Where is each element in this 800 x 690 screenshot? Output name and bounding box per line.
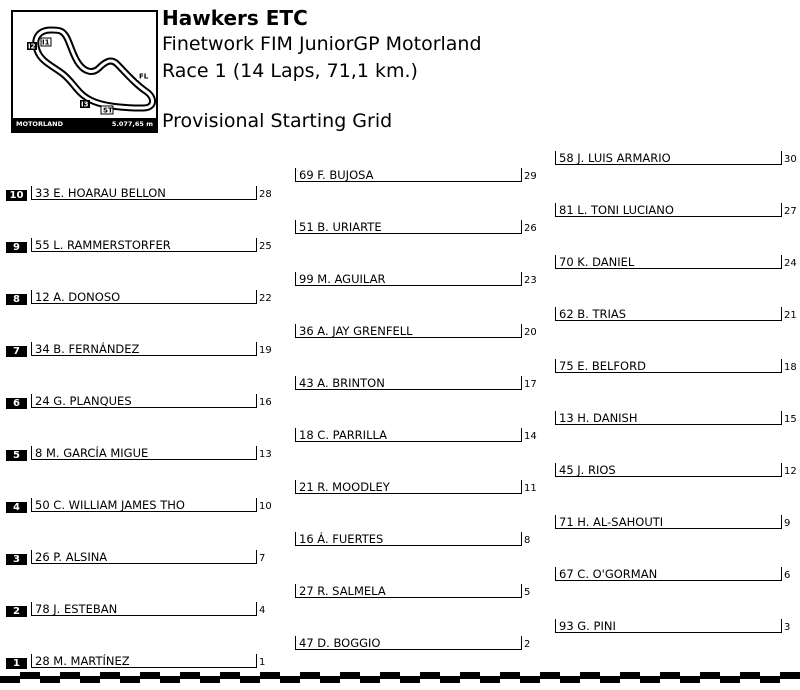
grid-entry [295,220,540,234]
rider-name: 45 J. RIOS [559,463,616,477]
rider-name: 34 B. FERNÁNDEZ [35,342,140,356]
rider-name: 50 C. WILLIAM JAMES THO [35,498,185,512]
grid-slot-number: 17 [524,379,537,390]
marker-i3: I3 [81,100,89,109]
grid-entry [555,463,800,477]
grid-entry [555,307,800,321]
grid-entry [555,411,800,425]
grid-entry [6,342,272,357]
rider-bar [31,186,257,200]
slot-tick [521,636,522,649]
grid-slot-number: 11 [524,483,537,494]
rider-name: 69 F. BUJOSA [299,168,374,182]
finish-line [0,668,800,690]
event-name: Finetwork FIM JuniorGP Motorland [162,33,482,55]
grid-position-badge: 6 [6,398,27,409]
rider-name: 28 M. MARTÍNEZ [35,654,130,668]
grid-slot-number: 14 [524,431,537,442]
grid-slot-number: 15 [784,414,797,425]
slot-tick [781,619,782,632]
rider-bar [31,394,257,408]
rider-name: 33 E. HOARAU BELLON [35,186,166,200]
track-map [11,10,158,133]
grid-entry [295,636,540,650]
rider-bar [295,480,522,494]
rider-bar [555,203,782,217]
rider-bar [31,446,257,460]
rider-name: 70 K. DANIEL [559,255,635,269]
grid-position-badge: 3 [6,554,27,565]
grid-slot-number: 29 [524,171,537,182]
grid-entry [555,359,800,373]
rider-bar [295,376,522,390]
grid-entry [555,203,800,217]
rider-bar [555,463,782,477]
rider-bar [295,636,522,650]
slot-tick [521,376,522,389]
grid-slot-number: 2 [524,639,531,650]
grid-entry [295,480,540,494]
slot-tick [521,324,522,337]
rider-name: 26 P. ALSINA [35,550,108,564]
slot-tick [781,255,782,268]
grid-slot-number: 7 [259,553,266,564]
rider-bar [295,428,522,442]
rider-name: 75 E. BELFORD [559,359,646,373]
grid-slot-number: 22 [259,293,272,304]
document-title: Provisional Starting Grid [162,110,393,132]
slot-tick [256,550,257,563]
map-footer [13,118,156,131]
grid-position-badge: 8 [6,294,27,305]
rider-name: 47 D. BOGGIO [299,636,381,650]
track-outline-icon [13,12,156,118]
rider-bar [555,411,782,425]
rider-bar [295,584,522,598]
slot-tick [256,290,257,303]
rider-name: 58 J. LUIS ARMARIO [559,151,671,165]
rider-name: 55 L. RAMMERSTORFER [35,238,171,252]
rider-bar [295,324,522,338]
slot-tick [781,151,782,164]
slot-tick [521,428,522,441]
rider-bar [555,619,782,633]
grid-slot-number: 20 [524,327,537,338]
grid-entry [295,376,540,390]
grid-slot-number: 30 [784,154,797,165]
slot-tick [781,359,782,372]
grid-entry [555,151,800,165]
grid-entry [555,567,800,581]
grid-position-badge: 1 [6,658,27,669]
slot-tick [521,480,522,493]
grid-entry [6,290,272,305]
grid-slot-number: 10 [259,501,272,512]
grid-slot-number: 5 [524,587,531,598]
grid-entry [6,498,272,513]
rider-name: 12 A. DONOSO [35,290,121,304]
rider-name: 81 L. TONI LUCIANO [559,203,674,217]
grid-entry [555,515,800,529]
marker-i1: I1 [42,38,50,47]
championship-title: Hawkers ETC [162,6,308,30]
grid-entry [295,324,540,338]
slot-tick [256,186,257,199]
rider-bar [31,498,257,512]
rider-name: 16 Á. FUERTES [299,532,384,546]
rider-bar [31,342,257,356]
rider-name: 21 R. MOODLEY [299,480,390,494]
grid-entry [295,428,540,442]
slot-tick [781,411,782,424]
rider-bar [295,168,522,182]
rider-name: 43 A. BRINTON [299,376,385,390]
slot-tick [256,238,257,251]
rider-bar [31,654,257,668]
grid-entry [6,602,266,617]
rider-name: 8 M. GARCÍA MIGUE [35,446,149,460]
rider-name: 67 C. O'GORMAN [559,567,658,581]
rider-bar [295,220,522,234]
slot-tick [521,220,522,233]
rider-name: 93 G. PINI [559,619,616,633]
grid-position-badge: 9 [6,242,27,253]
grid-entry [555,619,800,633]
rider-bar [295,272,522,286]
grid-slot-number: 13 [259,449,272,460]
grid-entry [6,550,266,565]
grid-slot-number: 4 [259,605,266,616]
grid-slot-number: 16 [259,397,272,408]
grid-position-badge: 4 [6,502,27,513]
grid-entry [6,654,266,669]
slot-tick [256,394,257,407]
rider-bar [31,290,257,304]
rider-name: 13 H. DANISH [559,411,638,425]
circuit-length: 5.077,65 m [111,120,153,128]
rider-name: 36 A. JAY GRENFELL [299,324,413,338]
rider-name: 62 B. TRIAS [559,307,627,321]
grid-entry [295,168,540,182]
rider-name: 18 C. PARRILLA [299,428,388,442]
rider-bar [31,238,257,252]
grid-slot-number: 8 [524,535,531,546]
slot-tick [781,307,782,320]
grid-slot-number: 28 [259,189,272,200]
grid-slot-number: 9 [784,518,791,529]
slot-tick [256,654,257,667]
grid-slot-number: 19 [259,345,272,356]
grid-entry [6,238,272,253]
rider-bar [31,550,257,564]
grid-entry [555,255,800,269]
grid-slot-number: 27 [784,206,797,217]
grid-slot-number: 3 [784,622,791,633]
slot-tick [521,168,522,181]
title-block [162,5,482,135]
grid-entry [6,394,272,409]
rider-name: 78 J. ESTEBAN [35,602,118,616]
slot-tick [256,446,257,459]
grid-position-badge: 7 [6,346,27,357]
grid-entry [295,272,540,286]
rider-name: 99 M. AGUILAR [299,272,386,286]
grid-entry [295,532,540,546]
slot-tick [781,463,782,476]
grid-slot-number: 26 [524,223,537,234]
rider-name: 71 H. AL-SAHOUTI [559,515,664,529]
grid-position-badge: 5 [6,450,27,461]
rider-bar [555,359,782,373]
rider-bar [31,602,257,616]
rider-bar [295,532,522,546]
rider-name: 24 G. PLANQUES [35,394,132,408]
slot-tick [256,342,257,355]
rider-bar [555,255,782,269]
grid-entry [295,584,540,598]
grid-slot-number: 12 [784,466,797,477]
slot-tick [781,515,782,528]
rider-name: 27 R. SALMELA [299,584,386,598]
grid-entry [6,446,272,461]
grid-entry [6,186,272,201]
grid-position-badge: 10 [6,190,27,201]
rider-bar [555,515,782,529]
slot-tick [781,567,782,580]
slot-tick [521,532,522,545]
slot-tick [521,584,522,597]
slot-tick [256,602,257,615]
marker-st: ST [103,106,113,115]
grid-slot-number: 24 [784,258,797,269]
rider-bar [555,151,782,165]
grid-slot-number: 25 [259,241,272,252]
rider-bar [555,567,782,581]
slot-tick [256,498,257,511]
race-info: Race 1 (14 Laps, 71,1 km.) [162,60,418,82]
slot-tick [521,272,522,285]
grid-slot-number: 18 [784,362,797,373]
grid-slot-number: 1 [259,657,266,668]
grid-position-badge: 2 [6,606,27,617]
grid-slot-number: 21 [784,310,797,321]
rider-name: 51 B. URIARTE [299,220,382,234]
grid-slot-number: 6 [784,570,791,581]
circuit-name: MOTORLAND [16,120,63,128]
marker-i2: I2 [28,42,36,51]
marker-fl: FL [139,72,149,81]
grid-slot-number: 23 [524,275,537,286]
slot-tick [781,203,782,216]
rider-bar [555,307,782,321]
